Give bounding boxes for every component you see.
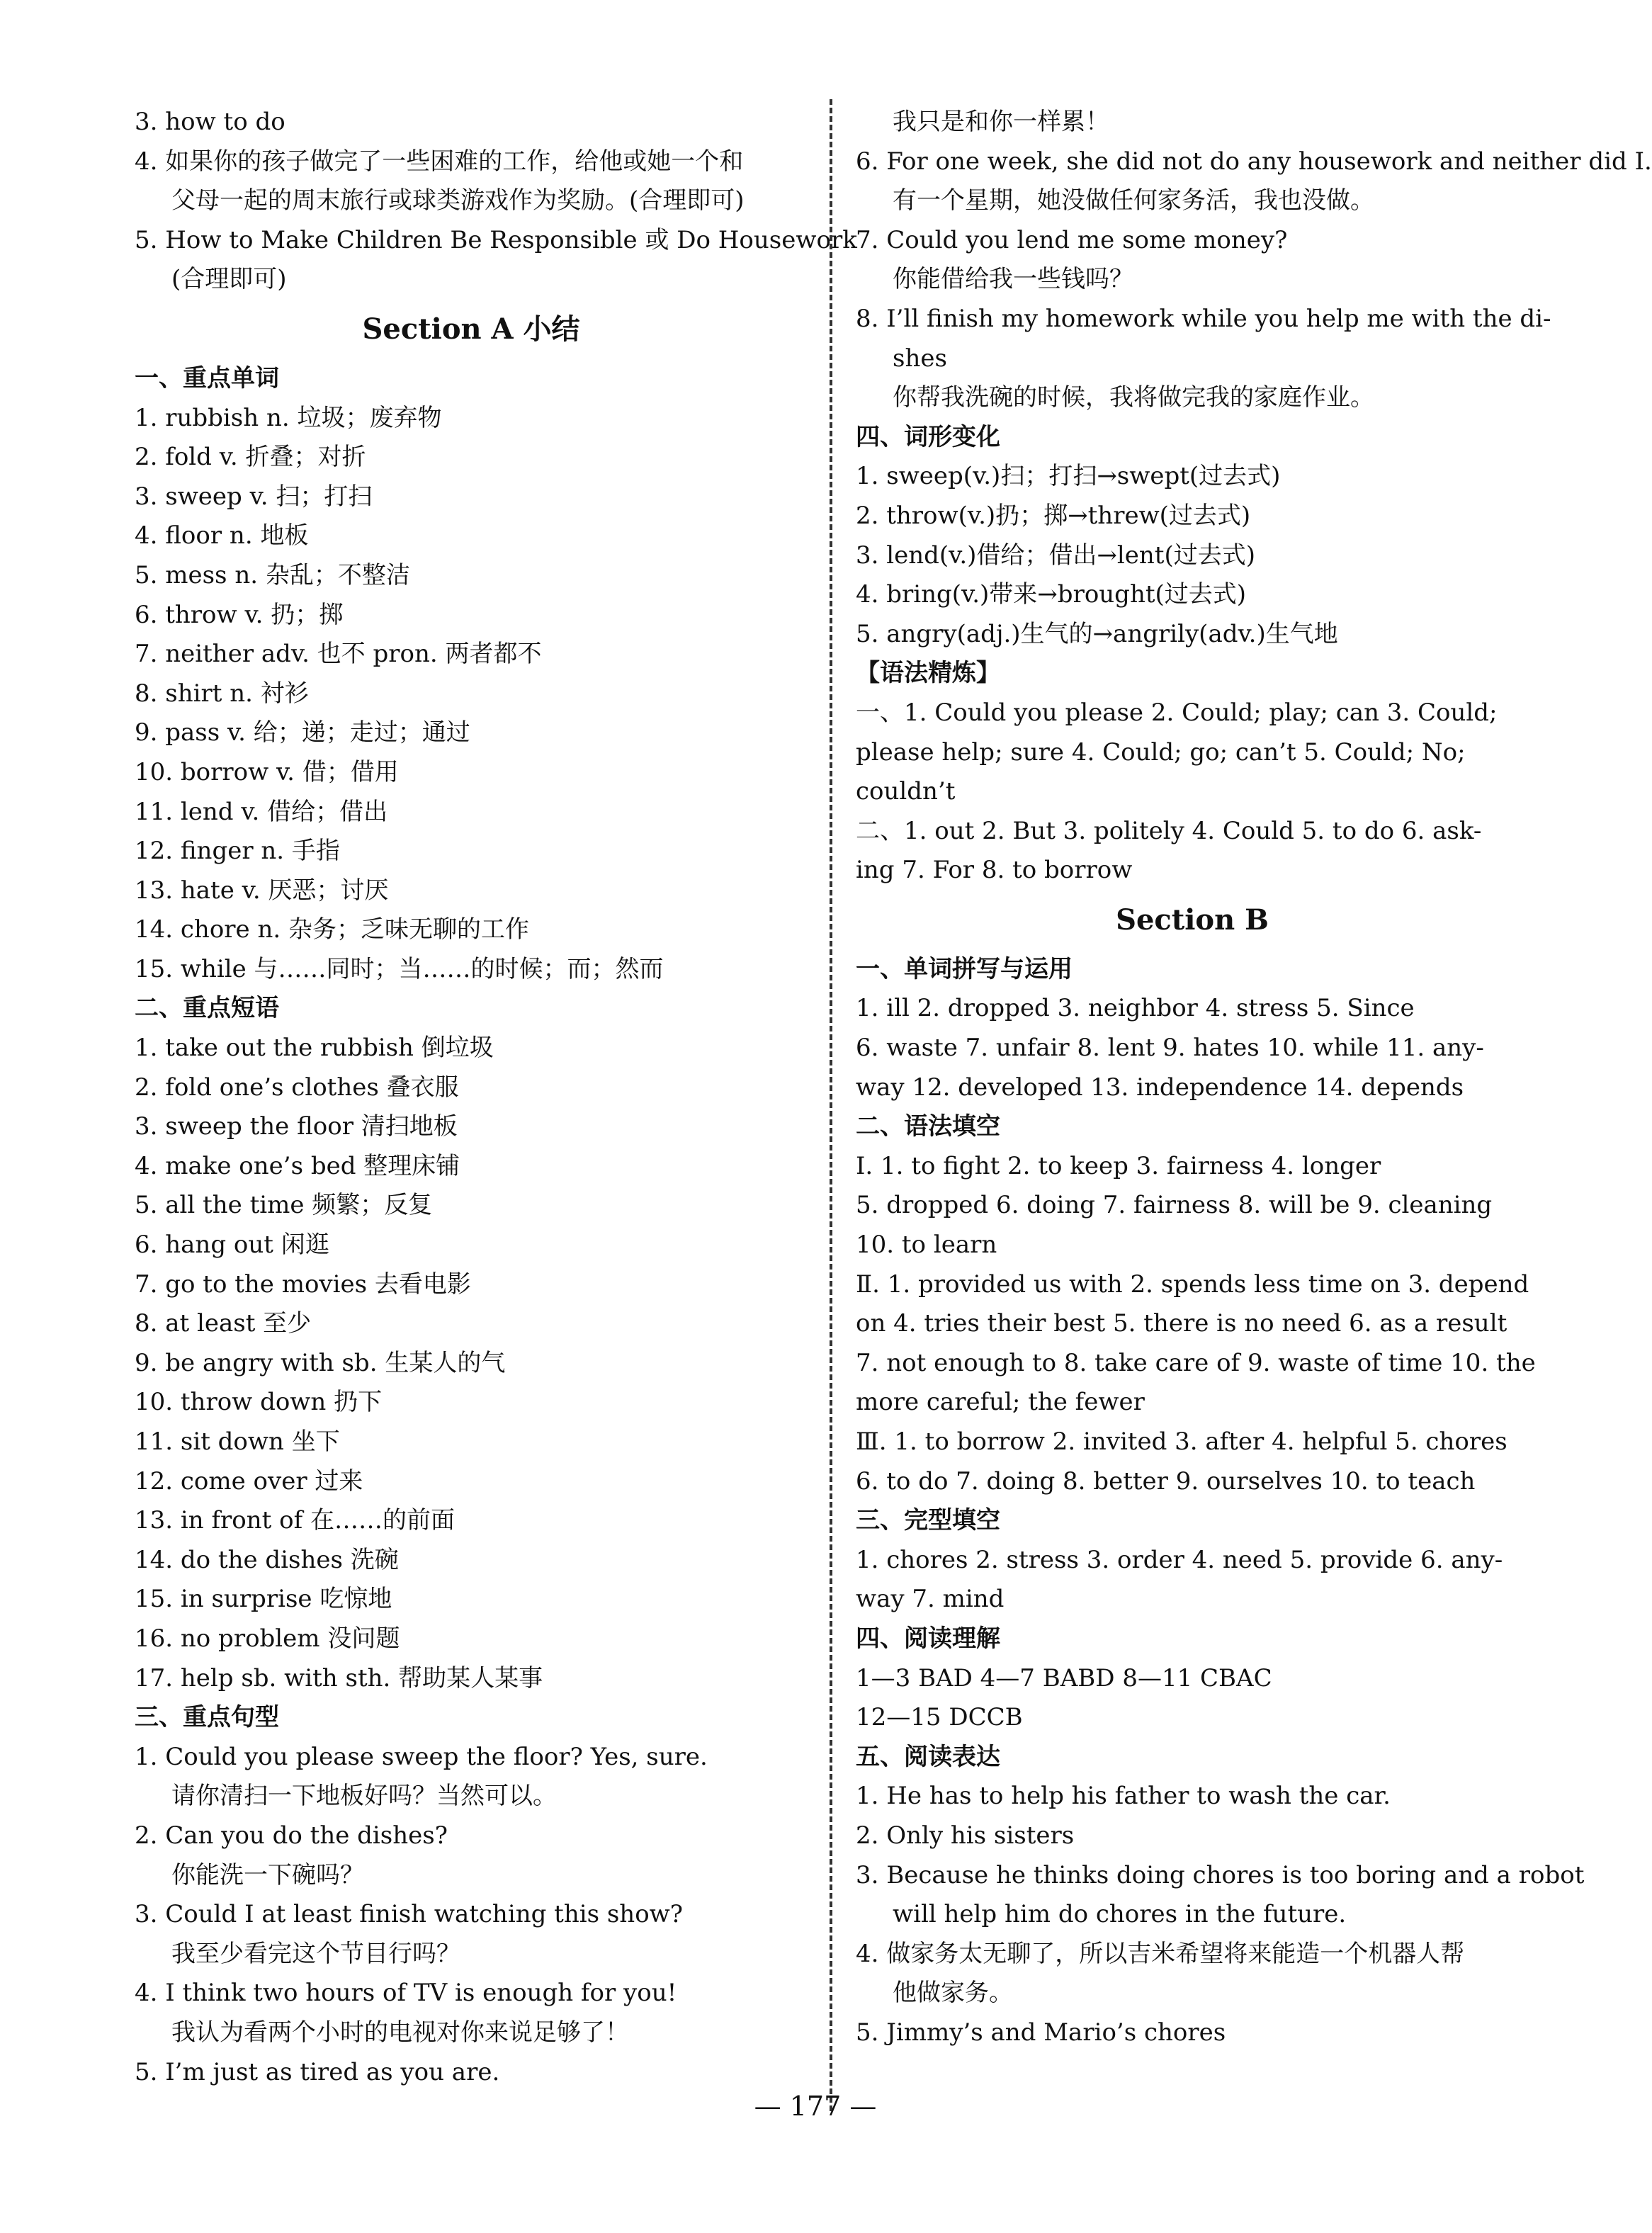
section-heading: 二、重点短语 (135, 994, 279, 1023)
answer-line: 15. while 与……同时；当……的时候；而；然而 (135, 954, 664, 983)
answer-line: 我只是和你一样累！ (893, 108, 1109, 136)
answer-line: 5. I’m just as tired as you are. (135, 2057, 500, 2086)
answer-line: 有一个星期，她没做任何家务活，我也没做。 (893, 186, 1374, 215)
answer-line: 1. rubbish n. 垃圾；废弃物 (135, 403, 442, 432)
answer-line: 14. chore n. 杂务；乏味无聊的工作 (135, 915, 529, 944)
answer-line: 2. fold v. 折叠；对折 (135, 443, 366, 472)
answer-line: 1. Could you please sweep the floor? Yes, sure. (135, 1742, 708, 1771)
section-heading: 四、词形变化 (856, 422, 1000, 451)
answer-line: 4. make one’s bed 整理床铺 (135, 1151, 460, 1180)
right-column (856, 103, 1652, 2053)
answer-line: ing 7. For 8. to borrow (856, 856, 1133, 885)
answer-line: 我至少看完这个节目行吗？ (171, 1939, 460, 1968)
answer-line: 17. help sb. with sth. 帮助某人某事 (135, 1663, 543, 1692)
section-heading: 【语法精炼】 (856, 659, 1000, 688)
section-heading: 二、语法填空 (856, 1112, 1000, 1141)
section-heading: 三、重点句型 (135, 1703, 279, 1732)
answer-line: 6. waste 7. unfair 8. lent 9. hates 10. while 11. any- (856, 1034, 1484, 1063)
answer-line: 15. in surprise 吃惊地 (135, 1585, 392, 1614)
answer-line: 2. fold one’s clothes 叠衣服 (135, 1073, 459, 1102)
answer-line: 6. For one week, she did not do any housework and neither did I. (856, 147, 1652, 176)
answer-line: 2. throw(v.)扔；掷→threw(过去式) (856, 501, 1251, 530)
answer-line: way 12. developed 13. independence 14. depends (856, 1073, 1464, 1102)
answer-line: 6. to do 7. doing 8. better 9. ourselves 10. to teach (856, 1466, 1476, 1496)
answer-line: (合理即可) (171, 265, 287, 294)
answer-line: 10. throw down 扔下 (135, 1388, 383, 1417)
answer-line: 7. go to the movies 去看电影 (135, 1270, 471, 1299)
answer-line: 11. lend v. 借给；借出 (135, 797, 388, 826)
answer-line: 4. I think two hours of TV is enough for you! (135, 1979, 677, 2008)
answer-line: 2. Only his sisters (856, 1821, 1075, 1850)
answer-line: 一、1. Could you please 2. Could; play; can 3. Could; (856, 698, 1498, 727)
section-title: Section B (1116, 903, 1269, 937)
answer-line: Ⅱ. 1. provided us with 2. spends less time on 3. depend (856, 1270, 1529, 1299)
answer-line: 3. lend(v.)借给；借出→lent(过去式) (856, 541, 1255, 570)
answer-line: 6. hang out 闲逛 (135, 1231, 329, 1260)
answer-line: 14. do the dishes 洗碗 (135, 1545, 399, 1574)
answer-line: 他做家务。 (893, 1979, 1013, 2008)
answer-line: 1. He has to help his father to wash the car. (856, 1782, 1391, 1811)
answer-line: 13. in front of 在……的前面 (135, 1506, 455, 1535)
answer-line: 3. sweep v. 扫；打扫 (135, 482, 373, 511)
answer-line: 16. no problem 没问题 (135, 1624, 400, 1653)
answer-line: 5. dropped 6. doing 7. fairness 8. will be 9. cleaning (856, 1191, 1493, 1220)
answer-line: will help him do chores in the future. (893, 1900, 1347, 1929)
section-title: Section A 小结 (362, 312, 580, 346)
answer-line: 2. Can you do the dishes? (135, 1821, 448, 1850)
answer-line: Ⅲ. 1. to borrow 2. invited 3. after 4. helpful 5. chores (856, 1428, 1507, 1456)
answer-line: 3. sweep the floor 清扫地板 (135, 1112, 458, 1141)
page-number: — 177 — (754, 2091, 877, 2122)
answer-line: 7. Could you lend me some money? (856, 225, 1288, 254)
answer-line: 你能洗一下碗吗？ (171, 1860, 364, 1889)
answer-line: 5. all the time 频繁；反复 (135, 1191, 433, 1220)
answer-line: 5. Jimmy’s and Mario’s chores (856, 2018, 1226, 2047)
answer-line: 7. not enough to 8. take care of 9. waste of time 10. the (856, 1348, 1536, 1377)
answer-line: 13. hate v. 厌恶；讨厌 (135, 876, 389, 905)
left-column (135, 103, 857, 2092)
answer-line: 10. borrow v. 借；借用 (135, 757, 399, 786)
answer-line: 3. Could I at least finish watching this show? (135, 1900, 683, 1929)
answer-line: couldn’t (856, 777, 956, 806)
answer-line: 7. neither adv. 也不 pron. 两者都不 (135, 640, 542, 669)
section-heading: 一、单词拼写与运用 (856, 954, 1073, 983)
answer-line: Ⅰ. 1. to fight 2. to keep 3. fairness 4. longer (856, 1151, 1381, 1180)
answer-line: 12. come over 过来 (135, 1466, 363, 1496)
answer-line: way 7. mind (856, 1585, 1005, 1614)
answer-line: 9. be angry with sb. 生某人的气 (135, 1348, 506, 1377)
answer-line: please help; sure 4. Could; go; can’t 5. Could; No; (856, 737, 1466, 767)
answer-line: 5. How to Make Children Be Responsible 或 Do Housework (135, 225, 857, 254)
answer-line: 父母一起的周末旅行或球类游戏作为奖励。(合理即可) (171, 186, 745, 215)
answer-line: 10. to learn (856, 1231, 997, 1260)
answer-line: 8. at least 至少 (135, 1309, 312, 1338)
answer-line: 8. I’ll finish my homework while you help me with the di- (856, 304, 1551, 333)
answer-line: 5. mess n. 杂乱；不整洁 (135, 560, 410, 589)
section-heading: 五、阅读表达 (856, 1742, 1000, 1771)
answer-line: shes (893, 344, 947, 373)
answer-line: 1—3 BAD 4—7 BABD 8—11 CBAC (856, 1663, 1272, 1692)
answer-line: 3. Because he thinks doing chores is too boring and a robot (856, 1860, 1585, 1889)
answer-line: 5. angry(adj.)生气的→angrily(adv.)生气地 (856, 619, 1338, 648)
answer-line: 8. shirt n. 衬衫 (135, 679, 309, 708)
column-divider (830, 99, 832, 2111)
answer-line: 你帮我洗碗的时候，我将做完我的家庭作业。 (893, 383, 1374, 412)
answer-line: 1. sweep(v.)扫；打扫→swept(过去式) (856, 462, 1281, 491)
answer-line: 4. 做家务太无聊了，所以吉米希望将来能造一个机器人帮 (856, 1939, 1465, 1968)
section-heading: 三、完型填空 (856, 1506, 1000, 1535)
answer-line: 11. sit down 坐下 (135, 1428, 340, 1456)
section-heading: 一、重点单词 (135, 363, 279, 392)
section-heading: 四、阅读理解 (856, 1624, 1000, 1653)
answer-line: 12. finger n. 手指 (135, 837, 340, 866)
answer-line: 4. floor n. 地板 (135, 521, 309, 550)
answer-line: 1. chores 2. stress 3. order 4. need 5. provide 6. any- (856, 1545, 1503, 1574)
answer-line: 1. take out the rubbish 倒垃圾 (135, 1034, 494, 1063)
answer-line: 你能借给我一些钱吗？ (893, 265, 1133, 294)
answer-line: 9. pass v. 给；递；走过；通过 (135, 718, 470, 747)
answer-line: 3. how to do (135, 108, 285, 136)
answer-line: 4. 如果你的孩子做完了一些困难的工作，给他或她一个和 (135, 147, 744, 176)
answer-line: 6. throw v. 扔；掷 (135, 600, 344, 629)
answer-line: 1. ill 2. dropped 3. neighbor 4. stress 5. Since (856, 994, 1415, 1023)
answer-line: 4. bring(v.)带来→brought(过去式) (856, 580, 1247, 609)
answer-line: 二、1. out 2. But 3. politely 4. Could 5. to do 6. ask- (856, 816, 1482, 845)
answer-line: on 4. tries their best 5. there is no need 6. as a result (856, 1309, 1507, 1338)
answer-line: 我认为看两个小时的电视对你来说足够了！ (171, 2018, 629, 2047)
answer-line: 12—15 DCCB (856, 1703, 1023, 1732)
answer-line: more careful; the fewer (856, 1388, 1145, 1417)
answer-line: 请你清扫一下地板好吗？当然可以。 (171, 1782, 557, 1811)
